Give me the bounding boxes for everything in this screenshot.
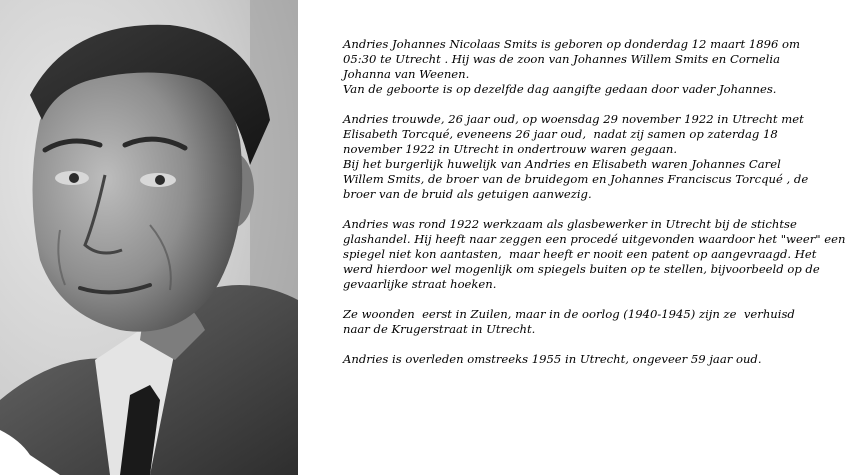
text-line: werd hierdoor wel mogenlijk om spiegels buiten op te stellen, bijvoorbeeld op de <box>343 262 820 276</box>
biography-text <box>343 37 846 382</box>
text-line: Andries is overleden omstreeks 1955 in Utrecht, ongeveer 59 jaar oud. <box>343 352 762 366</box>
portrait-illustration <box>0 0 298 475</box>
text-line: broer van de bruid als getuigen aanwezig. <box>343 187 592 201</box>
paragraph-death <box>343 352 813 367</box>
text-line: Andries Johannes Nicolaas Smits is geboren op donderdag 12 maart 1896 om <box>343 37 800 51</box>
text-line: 05:30 te Utrecht . Hij was de zoon van Johannes Willem Smits en Cornelia <box>343 52 780 66</box>
text-line: naar de Krugerstraat in Utrecht. <box>343 322 536 336</box>
paragraph-residence <box>343 307 813 337</box>
portrait-photo <box>0 0 298 475</box>
text-line: glashandel. Hij heeft naar zeggen een procedé uitgevonden waardoor het "weer" een <box>343 232 846 246</box>
paragraph-birth <box>343 37 813 97</box>
text-line: Ze woonden eerst in Zuilen, maar in de oorlog (1940-1945) zijn ze verhuisd <box>343 307 795 321</box>
text-line: Andries was rond 1922 werkzaam als glasbewerker in Utrecht bij de stichtse <box>343 217 797 231</box>
text-line: Andries trouwde, 26 jaar oud, op woensdag 29 november 1922 in Utrecht met <box>343 112 804 126</box>
paragraph-marriage <box>343 112 813 202</box>
text-line: Van de geboorte is op dezelfde dag aangifte gedaan door vader Johannes. <box>343 82 777 96</box>
text-line: Bij het burgerlijk huwelijk van Andries en Elisabeth waren Johannes Carel <box>343 157 781 171</box>
text-line: november 1922 in Utrecht in ondertrouw waren gegaan. <box>343 142 678 156</box>
paragraph-work <box>343 217 846 292</box>
text-line: Elisabeth Torcqué, eveneens 26 jaar oud, nadat zij samen op zaterdag 18 <box>343 127 778 141</box>
text-line: spiegel niet kon aantasten, maar heeft er nooit een patent op aangevraagd. Het <box>343 247 817 261</box>
text-line: gevaarlijke straat hoeken. <box>343 277 497 291</box>
text-line: Willem Smits, de broer van de bruidegom en Johannes Franciscus Torcqué , de <box>343 172 809 186</box>
text-line: Johanna van Weenen. <box>343 67 470 81</box>
